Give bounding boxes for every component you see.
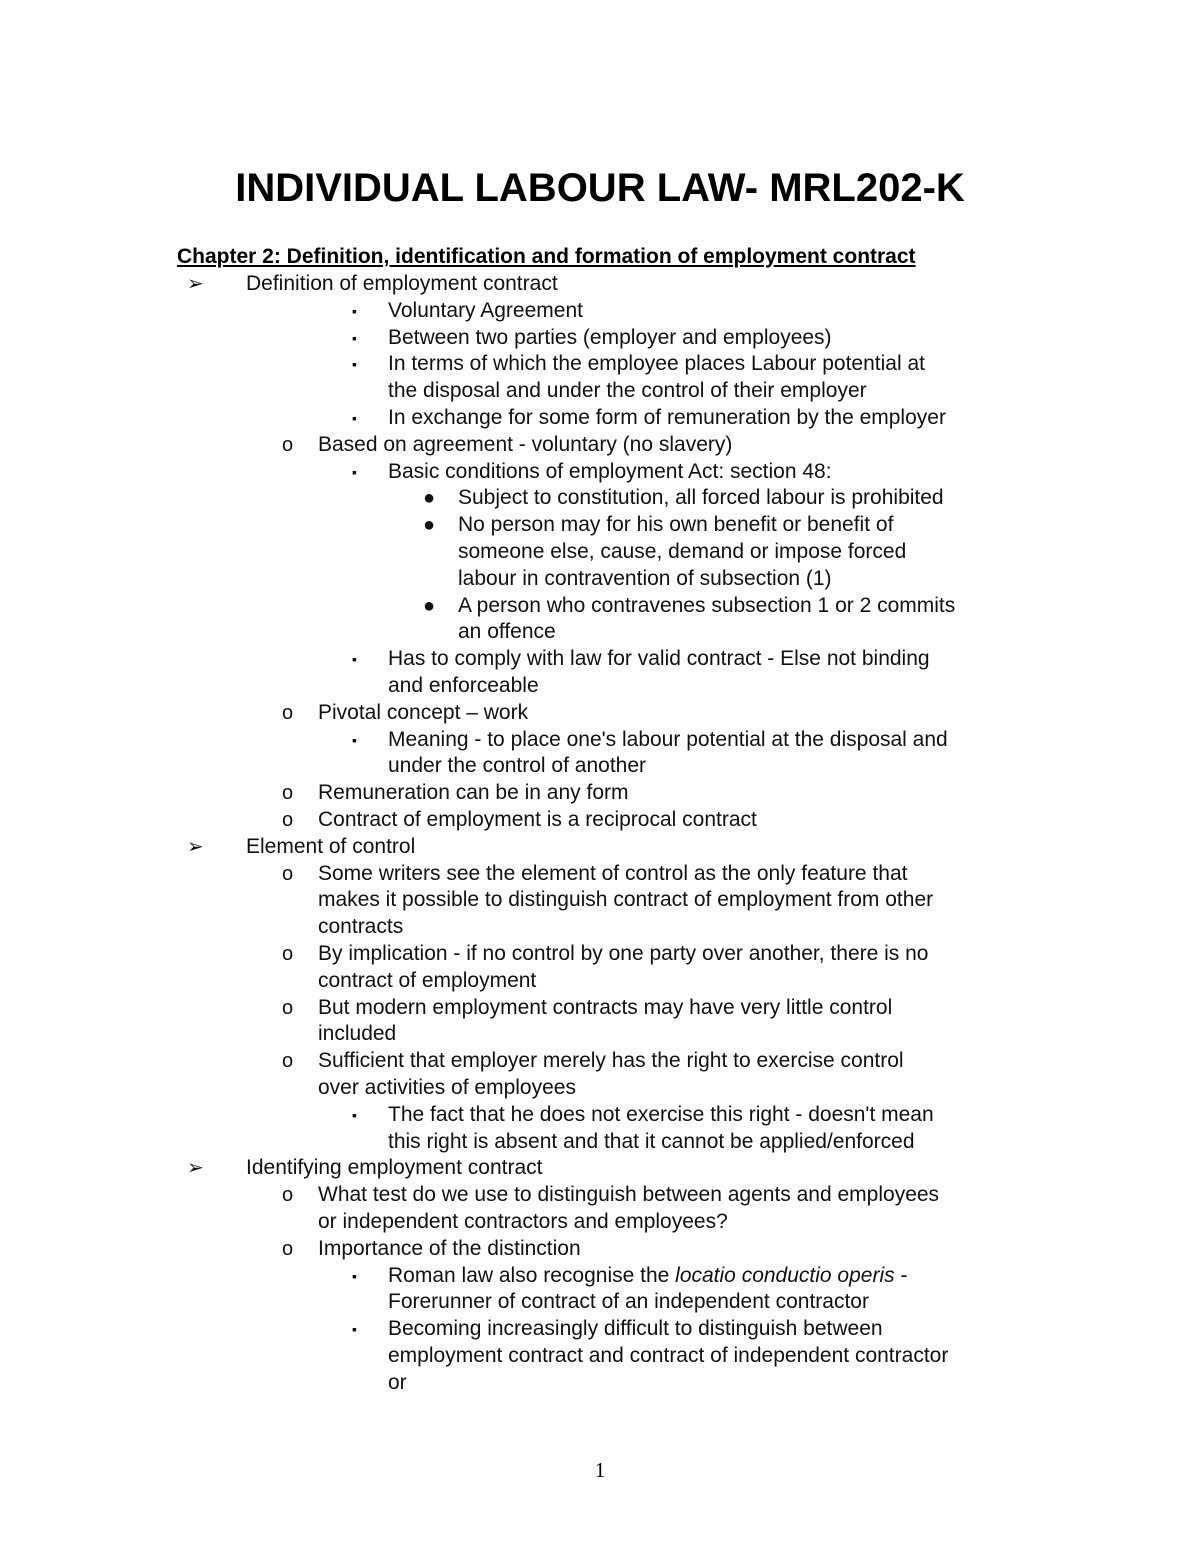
bullet-icon: ➢ [187,273,204,295]
outline-text-line: Based on agreement - voluntary (no slavery) [318,432,733,456]
outline-text-line: an offence [458,620,556,644]
outline-text-line: In exchange for some form of remuneration by the employer [388,406,946,429]
outline-text-line: Pivotal concept – work [318,700,529,724]
outline-text-line: employment contract and contract of independent contractor [388,1343,949,1367]
outline-text-line: Identifying employment contract [246,1156,543,1180]
outline-text-line: Element of control [246,834,416,858]
outline-text-line: Some writers see the element of control as the only feature that [318,861,908,885]
outline-text-line: Sufficient that employer merely has the right to exercise control [318,1049,904,1073]
bullet-icon: o [282,1050,294,1073]
outline-text-line: included [318,1022,397,1046]
page-number: 1 [594,1458,606,1482]
bullet-icon: ▪ [352,1267,357,1284]
outline-text-line: someone else, cause, demand or impose forced [458,539,907,563]
bullet-icon: o [282,943,294,965]
bullet-icon: ▪ [352,329,357,346]
outline-text-line: labour in contravention of subsection (1) [458,566,832,590]
outline-text-line: contract of employment [318,968,537,992]
outline-text-line: the disposal and under the control of their employer [388,379,867,403]
outline-text-line: Subject to constitution, all forced labour is prohibited [458,486,944,510]
outline-text-line: Becoming increasingly difficult to distinguish between [388,1317,883,1341]
bullet-icon: o [282,996,294,1019]
outline-text-line: Importance of the distinction [318,1236,581,1260]
bullet-icon: ▪ [352,356,357,373]
outline-text-line: The fact that he does not exercise this right - doesn't mean [388,1102,934,1126]
chapter-heading: Chapter 2: Definition, identification and formation of employment contract [177,245,916,268]
bullet-icon: ▪ [352,731,357,748]
outline-text-line: makes it possible to distinguish contract of employment from other [318,888,934,912]
bullet-icon: ▪ [352,410,357,426]
outline-text-line: under the control of another [388,754,647,778]
bullet-icon: ● [423,487,436,510]
outline-text-line: or [388,1370,407,1394]
outline-text-line: Between two parties (employer and employees) [388,325,832,349]
bullet-icon: o [282,1184,294,1207]
bullet-icon: o [282,1237,294,1260]
outline-text-line: Remuneration can be in any form [318,781,629,805]
outline-text-line: over activities of employees [318,1075,576,1099]
outline-text-line: In terms of which the employee places Labour potential at [388,352,925,376]
bullet-icon: o [282,782,294,805]
document-title: INDIVIDUAL LABOUR LAW- MRL202-K [235,166,965,210]
outline-text-line: Basic conditions of employment Act: section 48: [388,459,832,483]
outline-text-line: Definition of employment contract [246,272,558,295]
bullet-icon: ▪ [352,463,357,480]
outline-text-line: What test do we use to distinguish between agents and employees [318,1183,940,1207]
outline-text-line: Contract of employment is a reciprocal contract [318,808,757,831]
bullet-icon: ● [423,514,436,537]
bullet-icon: o [282,433,294,456]
outline-text-line: Roman law also recognise the locatio conductio operis - [388,1263,908,1287]
italic-term: locatio conductio operis [675,1263,895,1287]
bullet-icon: ▪ [352,1106,357,1123]
bullet-icon: o [282,862,294,885]
outline-text-line: and enforceable [388,673,539,697]
outline-text-line: contracts [318,915,404,939]
outline-text-line: No person may for his own benefit or benefit of [458,513,894,537]
outline-text-line: By implication - if no control by one party over another, there is no [318,942,929,965]
outline-text-line: this right is absent and that it cannot be applied/enforced [388,1129,915,1153]
outline-text-line: Meaning - to place one's labour potential at the disposal and [388,727,948,751]
bullet-icon: o [282,701,294,724]
bullet-icon: ➢ [187,835,204,858]
bullet-icon: ▪ [352,302,357,319]
outline-text-line: or independent contractors and employees? [318,1209,728,1233]
bullet-icon: ● [423,594,436,617]
outline-text-line: Voluntary Agreement [388,298,583,322]
bullet-icon: ▪ [352,651,357,668]
outline-text-line: But modern employment contracts may have very little control [318,995,893,1019]
bullet-icon: ➢ [187,1157,204,1180]
bullet-icon: ▪ [352,1321,357,1338]
outline-text-line: Has to comply with law for valid contract - Else not binding [388,647,930,671]
outline-text-line: A person who contravenes subsection 1 or 2 commits [458,593,956,617]
bullet-icon: o [282,809,294,831]
outline-text-line: Forerunner of contract of an independent contractor [388,1290,869,1314]
